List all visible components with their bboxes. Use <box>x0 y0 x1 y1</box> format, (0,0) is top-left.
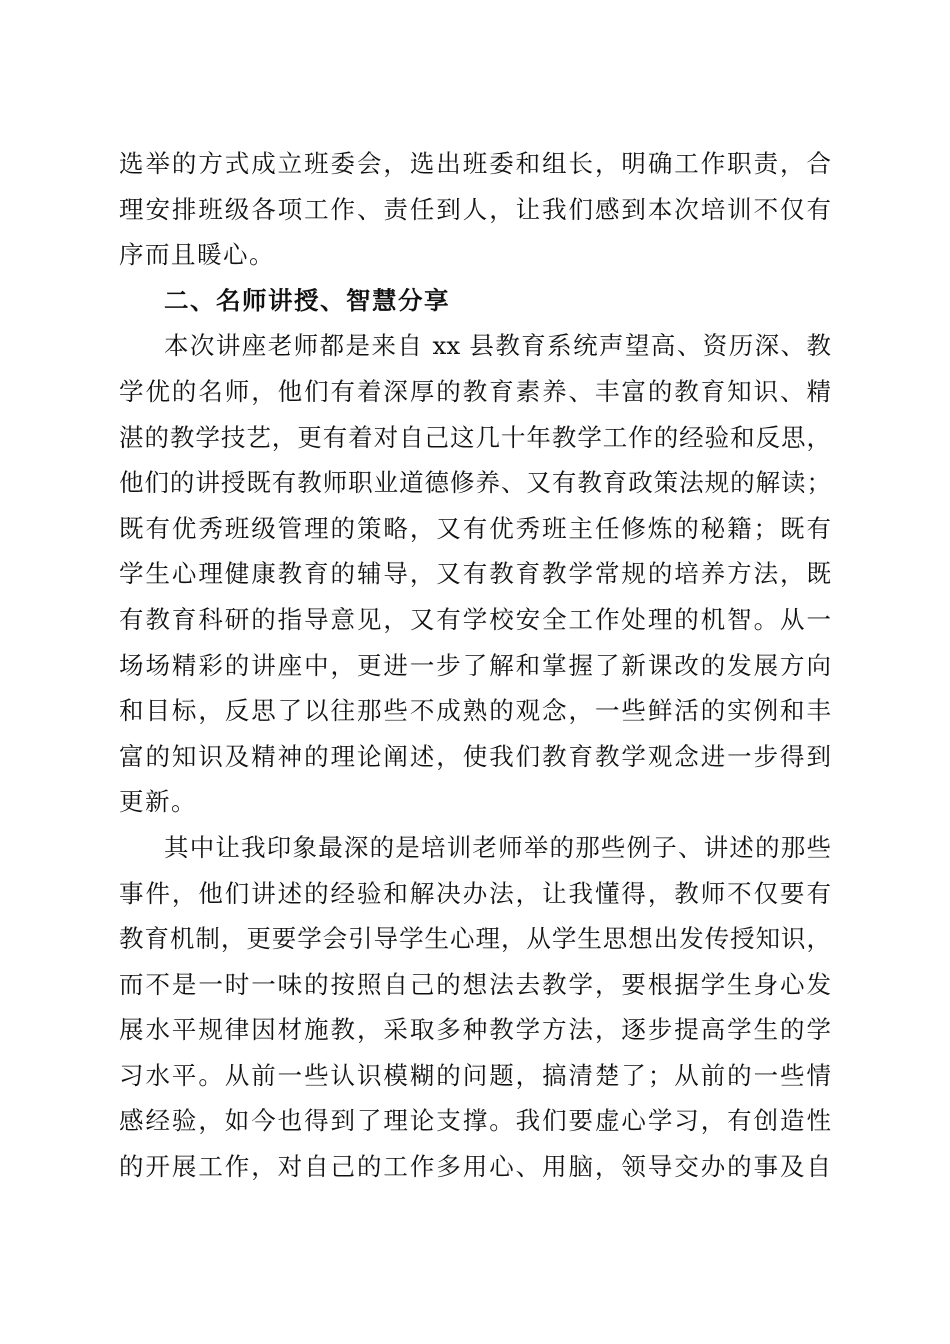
text-line: 感经验，如今也得到了理论支撑。我们要虚心学习，有创造性 <box>119 1106 831 1136</box>
intro-paragraph <box>119 141 831 278</box>
text-line: 既有优秀班级管理的策略，又有优秀班主任修炼的秘籍；既有 <box>119 513 831 543</box>
text-line: 展水平规律因材施教，采取多种教学方法，逐步提高学生的学 <box>119 1015 831 1045</box>
paragraph-lecturers <box>119 323 831 825</box>
section-heading: 二、名师讲授、智慧分享 <box>164 285 450 315</box>
text-line: 他们的讲授既有教师职业道德修养、又有教育政策法规的解读； <box>119 468 831 498</box>
text-line: 学生心理健康教育的辅导，又有教育教学常规的培养方法，既 <box>119 559 831 589</box>
text-line: 的开展工作，对自己的工作多用心、用脑，领导交办的事及自 <box>119 1152 831 1182</box>
text-line: 序而且暖心。 <box>119 240 275 270</box>
text-line: 习水平。从前一些认识模糊的问题，搞清楚了；从前的一些情 <box>119 1060 831 1090</box>
text-line: 事件，他们讲述的经验和解决办法，让我懂得，教师不仅要有 <box>119 878 831 908</box>
text-line: 场场精彩的讲座中，更进一步了解和掌握了新课改的发展方向 <box>119 650 831 680</box>
text-line: 教育机制，更要学会引导学生心理，从学生思想出发传授知识， <box>119 924 831 954</box>
text-line: 湛的教学技艺，更有着对自己这几十年教学工作的经验和反思， <box>119 422 831 452</box>
text-line: 其中让我印象最深的是培训老师举的那些例子、讲述的那些 <box>164 832 831 862</box>
text-line: 理安排班级各项工作、责任到人，让我们感到本次培训不仅有 <box>119 194 831 224</box>
document-body <box>119 141 831 1190</box>
paragraph-impressions <box>119 825 831 1190</box>
text-line: 学优的名师，他们有着深厚的教育素养、丰富的教育知识、精 <box>119 376 831 406</box>
text-line: 本次讲座老师都是来自 xx 县教育系统声望高、资历深、教 <box>164 331 831 361</box>
text-line: 更新。 <box>119 787 197 817</box>
text-line: 有教育科研的指导意见，又有学校安全工作处理的机智。从一 <box>119 604 831 634</box>
text-line: 而不是一时一味的按照自己的想法去教学，要根据学生身心发 <box>119 969 831 999</box>
text-line: 选举的方式成立班委会，选出班委和组长，明确工作职责，合 <box>119 149 831 178</box>
text-line: 富的知识及精神的理论阐述，使我们教育教学观念进一步得到 <box>119 741 831 771</box>
text-line: 和目标，反思了以往那些不成熟的观念，一些鲜活的实例和丰 <box>119 696 831 726</box>
